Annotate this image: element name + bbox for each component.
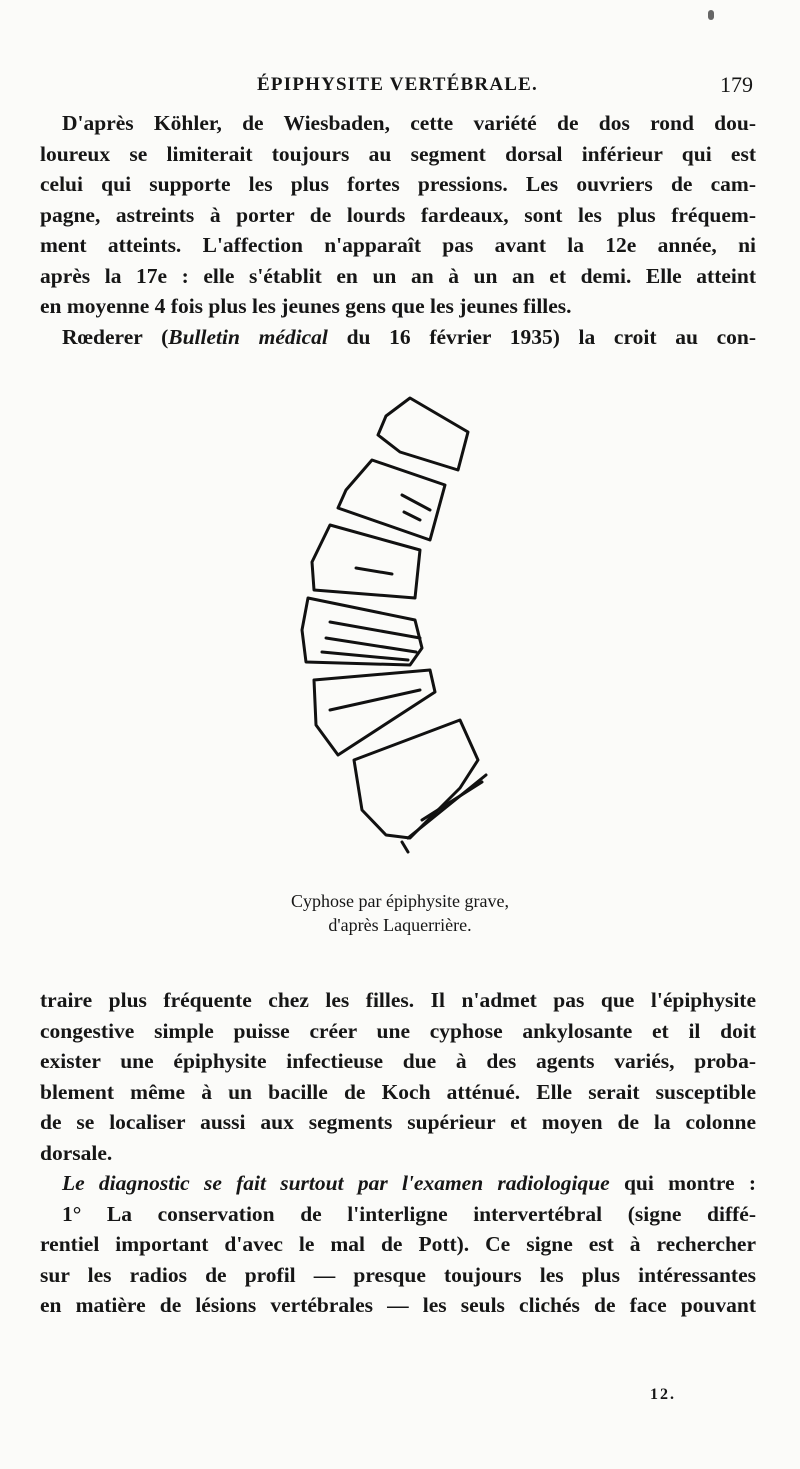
printer-signature: 12. xyxy=(650,1386,676,1403)
text-line: en matière de lésions vertébrales — les seuls clichés de face pouvant xyxy=(40,1293,756,1317)
text-line: D'après Köhler, de Wiesbaden, cette variété de dos rond dou- xyxy=(62,111,756,135)
running-title: ÉPIPHYSITE VERTÉBRALE. xyxy=(257,74,538,95)
text-line: congestive simple puisse créer une cyphose ankylosante et il doit xyxy=(40,1018,756,1043)
caption-line: d'après Laquerrière. xyxy=(328,915,472,935)
text-line: traire plus fréquente chez les filles. Il n'admet pas que l'épiphysite xyxy=(40,988,756,1012)
text-line: loureux se limiterait toujours au segment dorsal inférieur qui est xyxy=(40,141,756,166)
figure-caption xyxy=(200,889,600,937)
text-line-diagnostic xyxy=(40,1168,756,1199)
text-line-roederer xyxy=(40,322,756,353)
text-line: blement même à un bacille de Koch atténué. Elle serait susceptible xyxy=(40,1079,756,1104)
text-line: en moyenne 4 fois plus les jeunes gens que les jeunes filles. xyxy=(40,294,572,318)
journal-title: Bulletin médical xyxy=(168,324,328,349)
diagnostic-phrase: Le diagnostic se fait surtout par l'examen radiologique xyxy=(62,1171,610,1195)
text-line: exister une épiphysite infectieuse due à des agents variés, proba- xyxy=(40,1049,756,1073)
caption-line: Cyphose par épiphysite grave, xyxy=(291,891,509,911)
text-line: ment atteints. L'affection n'apparaît pas avant la 12e année, ni xyxy=(40,233,756,257)
text-line: 1° La conservation de l'interligne intervertébral (signe diffé- xyxy=(62,1201,756,1226)
roederer-lead: Rœderer ( xyxy=(62,324,169,349)
text-line: après la 17e : elle s'établit en un an à un an et demi. Elle atteint xyxy=(40,263,756,288)
spine-illustration xyxy=(290,390,500,860)
text-line: de se localiser aussi aux segments supérieur et moyen de la colonne xyxy=(40,1110,756,1134)
text-line: sur les radios de profil — presque toujours les plus intéressantes xyxy=(40,1262,756,1287)
page-number: 179 xyxy=(720,72,753,97)
diagnostic-tail: qui montre : xyxy=(609,1171,756,1195)
ink-speck xyxy=(708,10,714,20)
text-line: pagne, astreints à porter de lourds fardeaux, sont les plus fréquem- xyxy=(40,202,756,227)
paragraph-continuation xyxy=(40,985,756,1321)
paragraph-kohler xyxy=(40,108,756,352)
vertebrae-drawing xyxy=(290,390,500,860)
roederer-tail: du 16 février 1935) la croit au con- xyxy=(327,324,756,349)
text-line: rentiel important d'avec le mal de Pott). Ce signe est à rechercher xyxy=(40,1232,756,1256)
text-line: dorsale. xyxy=(40,1140,113,1165)
running-head xyxy=(40,70,755,102)
text-line: celui qui supporte les plus fortes pressions. Les ouvriers de cam- xyxy=(40,172,756,196)
